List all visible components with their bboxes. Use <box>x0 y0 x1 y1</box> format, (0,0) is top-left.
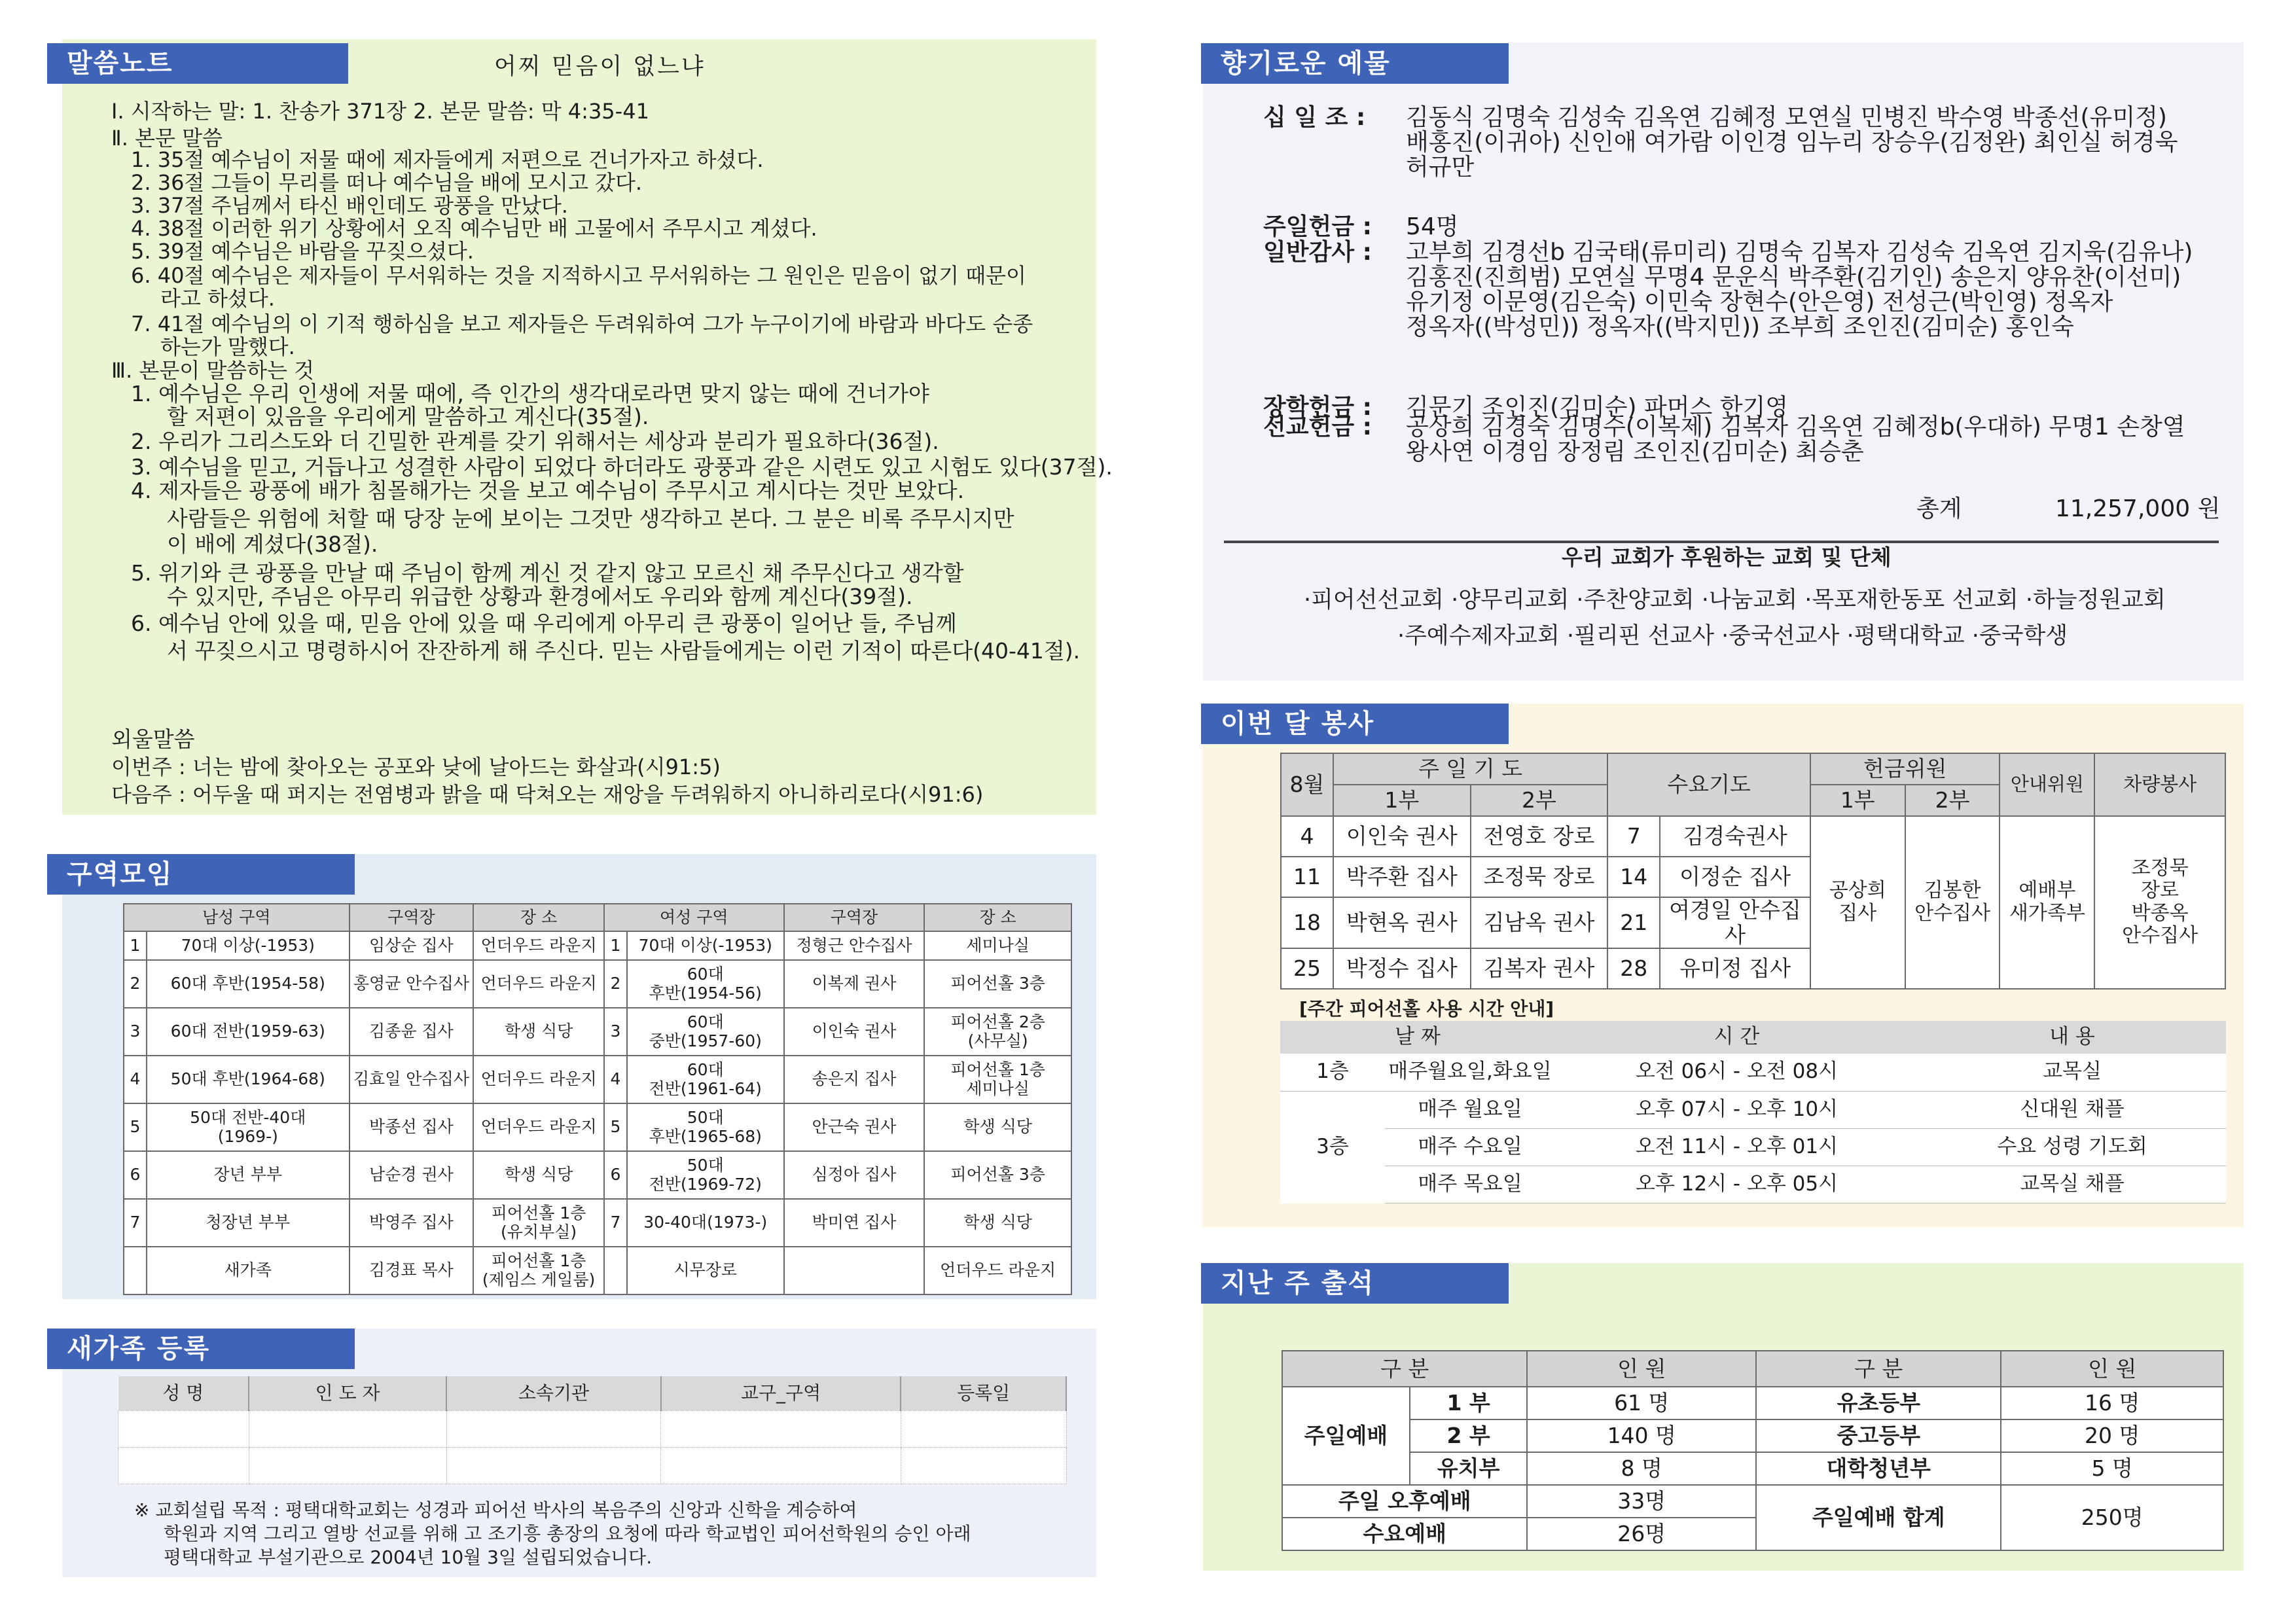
table-cell: 5 <box>124 1103 147 1151</box>
table-cell <box>604 1247 627 1294</box>
district-col-header: 구역장 <box>784 904 925 931</box>
hall-col-header: 내 용 <box>1918 1021 2226 1054</box>
memory-verse-this-week: 이번주 : 너는 밤에 찾아오는 공포와 낮에 날아드는 화살과(시91:5) <box>111 755 721 779</box>
table-cell: 학생 식당 <box>473 1151 604 1199</box>
sermon-line: 6. 예수님 안에 있을 때, 믿음 안에 있을 때 우리에게 아무리 큰 광풍이 일어난 들, 주님께 <box>131 611 957 636</box>
hall-col-header: 날 짜 <box>1280 1021 1555 1054</box>
table-cell: 60대 후반(1954-56) <box>627 960 784 1008</box>
sermon-line: 4. 제자들은 광풍에 배가 침몰해가는 것을 보고 예수님이 주무시고 계시다는 것만 보았다. <box>131 478 965 503</box>
table-cell: 매주 목요일 <box>1385 1166 1555 1203</box>
newfamily-col-header: 인 도 자 <box>249 1376 446 1410</box>
offering-label: 십 일 조 : <box>1263 104 1366 131</box>
table-cell: 4 <box>604 1056 627 1103</box>
offering-names: 허규만 <box>1406 154 1475 181</box>
sermon-line: 1. 35절 예수님이 저물 때에 제자들에게 저편으로 건너가자고 하셨다. <box>131 147 764 172</box>
table-cell: 언더우드 라운지 <box>473 931 604 960</box>
table-row <box>124 1199 1071 1247</box>
table-cell: 매주 수요일 <box>1385 1128 1555 1166</box>
newfamily-table <box>118 1376 1067 1484</box>
table-cell: 학생 식당 <box>924 1103 1071 1151</box>
table-cell: 3 <box>604 1008 627 1056</box>
total-value: 250명 <box>2001 1485 2223 1550</box>
table-cell: 전영호 장로 <box>1471 816 1608 857</box>
table-cell: 7 <box>124 1199 147 1247</box>
table-cell: 오전 06시 - 오전 08시 <box>1555 1054 1918 1091</box>
part-header: 2부 <box>1905 785 2000 816</box>
table-cell: 수요 성령 기도회 <box>1918 1128 2226 1166</box>
table-cell: 이인숙 권사 <box>1333 816 1471 857</box>
note-line: 평택대학교 부설기관으로 2004년 10월 3일 설립되었습니다. <box>164 1546 653 1568</box>
note-line: 학원과 지역 그리고 열방 선교를 위해 고 조기흥 총장의 요청에 따라 학교법인 피어선학원의 승인 아래 <box>164 1523 971 1544</box>
table-cell: 5 명 <box>2001 1452 2223 1485</box>
table-cell: 60대 전반(1961-64) <box>627 1056 784 1103</box>
part-header: 2부 <box>1471 785 1608 816</box>
supported-churches-title: 우리 교회가 후원하는 교회 및 단체 <box>1562 544 1892 570</box>
table-cell: 50대 후반(1964-68) <box>147 1056 350 1103</box>
sermon-line: 수 있지만, 주님은 아무리 위급한 상황과 환경에서도 우리와 함께 계신다(39절). <box>167 584 913 609</box>
table-row <box>1282 1419 2223 1452</box>
table-cell: 언더우드 라운지 <box>473 1103 604 1151</box>
table-cell: 피어선홀 1층 세미나실 <box>924 1056 1071 1103</box>
sermon-line: 1. 예수님은 우리 인생에 저물 때에, 즉 인간의 생각대로라면 맞지 않는 때에 건너가야 <box>131 381 929 406</box>
money1-cell: 공상희 집사 <box>1810 816 1905 989</box>
table-cell: 언더우드 라운지 <box>473 1056 604 1103</box>
offering-names: 배홍진(이귀아) 신인애 여가람 이인경 임누리 장승우(김정완) 최인실 허경욱 <box>1406 129 2178 156</box>
table-cell: 대학청년부 <box>1756 1452 2001 1485</box>
table-cell: 26명 <box>1527 1518 1756 1550</box>
sermon-line: 3. 37절 주님께서 타신 배인데도 광풍을 만났다. <box>131 193 568 218</box>
table-cell: 60대 후반(1954-58) <box>147 960 350 1008</box>
table-cell: 유미정 집사 <box>1660 948 1810 989</box>
table-cell: 28 <box>1607 948 1660 989</box>
wednesday-service-label: 수요예배 <box>1282 1518 1527 1550</box>
offering-label: 선교헌금 : <box>1263 414 1372 440</box>
table-cell: 박주환 집사 <box>1333 857 1471 897</box>
attendance-col-header: 구 분 <box>1282 1351 1527 1387</box>
service-table <box>1280 753 2226 990</box>
table-cell: 2 <box>604 960 627 1008</box>
table-row <box>124 1151 1071 1199</box>
vehicle-service-header: 차량봉사 <box>2094 753 2225 816</box>
car-cell: 조정묵 장로 박종옥 안수집사 <box>2094 816 2225 989</box>
table-cell: 25 <box>1281 948 1333 989</box>
table-cell: 피어선홀 1층 (제임스 게일룸) <box>473 1247 604 1294</box>
sermon-line: 5. 39절 예수님은 바람을 꾸짖으셨다. <box>131 239 474 264</box>
table-cell: 7 <box>1607 816 1660 857</box>
supported-churches-line-1: ·피어선선교회 ·양무리교회 ·주찬양교회 ·나눔교회 ·목포재한동포 선교회 ·하늘정원교회 <box>1304 587 2166 613</box>
sermon-line: 하는가 말했다. <box>160 334 295 359</box>
table-cell: 박정수 집사 <box>1333 948 1471 989</box>
table-row <box>118 1410 1067 1447</box>
table-cell: 조정묵 장로 <box>1471 857 1608 897</box>
sermon-line: 2. 우리가 그리스도와 더 긴밀한 관계를 갖기 위해서는 세상과 분리가 필요하다(36절). <box>131 429 939 454</box>
newfamily-empty-cell <box>249 1410 446 1447</box>
table-cell: 오후 12시 - 오후 05시 <box>1555 1166 1918 1203</box>
table-cell: 21 <box>1607 897 1660 948</box>
supported-churches-line-2: ·주예수제자교회 ·필리핀 선교사 ·중국선교사 ·평택대학교 ·중국학생 <box>1397 623 2068 649</box>
offering-names: 공상희 김경숙 김명수(이복제) 김복자 김옥연 김혜정b(우대하) 무명1 손창열 <box>1406 414 2185 440</box>
table-cell: 1 <box>604 931 627 960</box>
offering-divider <box>1224 541 2219 543</box>
offering-total-value: 11,257,000 원 <box>2055 495 2221 522</box>
offering-header: 향기로운 예물 <box>1201 43 1509 84</box>
service-header: 이번 달 봉사 <box>1201 704 1509 744</box>
sermon-line: Ⅰ. 시작하는 말: 1. 찬송가 371장 2. 본문 말씀: 막 4:35-41 <box>111 99 649 124</box>
offering-label: 장학헌금 : <box>1263 394 1372 421</box>
table-cell: 2 부 <box>1410 1419 1528 1452</box>
table-cell: 새가족 <box>147 1247 350 1294</box>
offering-names: 고부희 김경선b 김국태(류미리) 김명숙 김복자 김성숙 김옥연 김지욱(김유나) <box>1406 239 2193 266</box>
table-cell: 매주월요일,화요일 <box>1385 1054 1555 1091</box>
table-cell: 이복제 권사 <box>784 960 925 1008</box>
table-cell: 임상순 집사 <box>350 931 474 960</box>
newfamily-empty-cell <box>661 1447 901 1484</box>
table-cell: 김종윤 집사 <box>350 1008 474 1056</box>
table-cell: 5 <box>604 1103 627 1151</box>
table-cell: 피어선홀 2층 (사무실) <box>924 1008 1071 1056</box>
table-cell: 1 부 <box>1410 1387 1528 1419</box>
table-row <box>1282 1387 2223 1419</box>
table-cell: 33명 <box>1527 1485 1756 1518</box>
table-cell: 장년 부부 <box>147 1151 350 1199</box>
table-cell: 2 <box>124 960 147 1008</box>
newfamily-col-header: 등록일 <box>901 1376 1066 1410</box>
table-cell: 유초등부 <box>1756 1387 2001 1419</box>
table-cell: 이인숙 권사 <box>784 1008 925 1056</box>
offering-committee-header: 헌금위원 <box>1810 753 2000 785</box>
note-line: ※ 교회설립 목적 : 평택대학교회는 성경과 피어선 박사의 복음주의 신앙과 신학을 계승하여 <box>134 1499 857 1521</box>
newfamily-header: 새가족 등록 <box>47 1329 355 1369</box>
sermon-line: 사람들은 위험에 처할 때 당장 눈에 보이는 그것만 생각하고 본다. 그 분은 비록 주무시지만 <box>167 506 1014 531</box>
table-cell: 박현옥 권사 <box>1333 897 1471 948</box>
table-row <box>124 1056 1071 1103</box>
memory-verse-title: 외울말씀 <box>111 726 195 752</box>
table-row <box>124 931 1071 960</box>
table-cell: 피어선홀 3층 <box>924 960 1071 1008</box>
table-cell: 6 <box>604 1151 627 1199</box>
table-cell: 박미연 집사 <box>784 1199 925 1247</box>
newfamily-empty-cell <box>901 1410 1066 1447</box>
table-cell: 16 명 <box>2001 1387 2223 1419</box>
district-col-header: 남성 구역 <box>124 904 350 931</box>
table-cell: 남순경 권사 <box>350 1151 474 1199</box>
district-col-header: 구역장 <box>350 904 474 931</box>
table-cell: 오전 11시 - 오후 01시 <box>1555 1128 1918 1166</box>
usher-header: 안내위원 <box>2000 753 2094 816</box>
table-cell: 1 <box>124 931 147 960</box>
table-cell: 홍영균 안수집사 <box>350 960 474 1008</box>
district-header: 구역모임 <box>47 854 355 895</box>
table-row <box>1280 1091 2226 1128</box>
table-cell: 송은지 집사 <box>784 1056 925 1103</box>
district-col-header: 장 소 <box>924 904 1071 931</box>
table-row <box>1282 1452 2223 1485</box>
usher-cell: 예배부 새가족부 <box>2000 816 2094 989</box>
table-cell: 정형근 안수집사 <box>784 931 925 960</box>
sermon-line: 5. 위기와 큰 광풍을 만날 때 주님이 함께 계신 것 같지 않고 모르신 채 주무신다고 생각할 <box>131 560 964 586</box>
table-cell: 심정아 집사 <box>784 1151 925 1199</box>
table-cell: 60대 전반(1959-63) <box>147 1008 350 1056</box>
district-col-header: 장 소 <box>473 904 604 931</box>
table-cell: 11 <box>1281 857 1333 897</box>
table-cell: 매주 월요일 <box>1385 1091 1555 1128</box>
sermon-line: 이 배에 계셨다(38절). <box>167 531 378 557</box>
table-cell: 여경일 안수집사 <box>1660 897 1810 948</box>
offering-names: 김홍진(진희범) 모연실 무명4 문운식 박주환(김기인) 송은지 양유찬(이선미) <box>1406 264 2181 291</box>
month-header: 8월 <box>1281 753 1333 816</box>
table-cell: 50대 전반-40대 (1969-) <box>147 1103 350 1151</box>
table-cell: 50대 후반(1965-68) <box>627 1103 784 1151</box>
table-cell: 6 <box>124 1151 147 1199</box>
table-cell: 학생 식당 <box>924 1199 1071 1247</box>
sermon-line: 3. 예수님을 믿고, 거듭나고 성결한 사람이 되었다 하더라도 광풍과 같은 시련도 있고 시험도 있다(37절). <box>131 454 1113 480</box>
newfamily-empty-cell <box>118 1410 249 1447</box>
floor-cell: 1층 <box>1280 1054 1385 1091</box>
table-cell: 박종선 집사 <box>350 1103 474 1151</box>
newfamily-empty-cell <box>446 1410 661 1447</box>
table-cell: 61 명 <box>1527 1387 1756 1419</box>
offering-names: 유기정 이문영(김은숙) 이민숙 장현수(안은영) 전성근(박인영) 정옥자 <box>1406 289 2113 315</box>
table-cell: 시무장로 <box>627 1247 784 1294</box>
attendance-col-header: 인 원 <box>2001 1351 2223 1387</box>
attendance-col-header: 구 분 <box>1756 1351 2001 1387</box>
newfamily-empty-cell <box>661 1410 901 1447</box>
table-cell: 7 <box>604 1199 627 1247</box>
hall-schedule-table <box>1280 1021 2226 1204</box>
table-cell: 피어선홀 3층 <box>924 1151 1071 1199</box>
table-row <box>1280 1166 2226 1203</box>
table-cell: 세미나실 <box>924 931 1071 960</box>
newfamily-col-header: 소속기관 <box>446 1376 661 1410</box>
district-col-header: 여성 구역 <box>604 904 784 931</box>
hall-schedule-title: [주간 피어선홀 사용 시간 안내] <box>1299 998 1554 1020</box>
table-cell: 140 명 <box>1527 1419 1756 1452</box>
table-cell: 30-40대(1973-) <box>627 1199 784 1247</box>
offering-names: 김문기 조인진(김미순) 파머스 한기영 <box>1406 394 1789 421</box>
table-cell: 청장년 부부 <box>147 1199 350 1247</box>
sermon-line: 2. 36절 그들이 무리를 떠나 예수님을 배에 모시고 갔다. <box>131 170 643 195</box>
table-cell: 60대 중반(1957-60) <box>627 1008 784 1056</box>
part-header: 1부 <box>1333 785 1471 816</box>
table-row <box>1280 1054 2226 1091</box>
offering-label: 일반감사 : <box>1263 239 1372 266</box>
table-cell: 김효일 안수집사 <box>350 1056 474 1103</box>
offering-names: 54명 <box>1406 213 1459 240</box>
newfamily-empty-cell <box>118 1447 249 1484</box>
sermon-title: 어찌 믿음이 없느냐 <box>494 54 706 80</box>
offering-total-label: 총계 <box>1916 495 1962 522</box>
table-cell: 중고등부 <box>1756 1419 2001 1452</box>
sermon-line: 6. 40절 예수님은 제자들이 무서워하는 것을 지적하시고 무서워하는 그 원인은 믿음이 없기 때문이 <box>131 263 1026 288</box>
sunday-prayer-header: 주 일 기 도 <box>1333 753 1607 785</box>
table-cell: 언더우드 라운지 <box>473 960 604 1008</box>
table-cell: 김경표 목사 <box>350 1247 474 1294</box>
attendance-header: 지난 주 출석 <box>1201 1263 1509 1304</box>
sermon-line: 4. 38절 이러한 위기 상황에서 오직 예수님만 배 고물에서 주무시고 계셨다. <box>131 216 817 241</box>
money2-cell: 김봉한 안수집사 <box>1905 816 2000 989</box>
table-cell: 14 <box>1607 857 1660 897</box>
table-cell: 안근숙 권사 <box>784 1103 925 1151</box>
attendance-col-header: 인 원 <box>1527 1351 1756 1387</box>
table-cell: 박영주 집사 <box>350 1199 474 1247</box>
district-table <box>123 903 1072 1295</box>
newfamily-col-header: 성 명 <box>118 1376 249 1410</box>
table-cell: 50대 전반(1969-72) <box>627 1151 784 1199</box>
wednesday-prayer-header: 수요기도 <box>1607 753 1810 816</box>
table-cell: 언더우드 라운지 <box>924 1247 1071 1294</box>
total-label: 주일예배 합계 <box>1756 1485 2001 1550</box>
sermon-line: 할 저편이 있음을 우리에게 말씀하고 계신다(35절). <box>167 404 649 429</box>
offering-names: 김동식 김명숙 김성숙 김옥연 김혜정 모연실 민병진 박수영 박종선(유미정) <box>1406 104 2167 131</box>
floor-cell: 3층 <box>1316 1134 1349 1158</box>
table-cell: 교목실 채플 <box>1918 1166 2226 1203</box>
table-row <box>124 1247 1071 1294</box>
table-cell: 김남옥 권사 <box>1471 897 1608 948</box>
table-row <box>124 1103 1071 1151</box>
table-cell: 20 명 <box>2001 1419 2223 1452</box>
table-cell: 이정순 집사 <box>1660 857 1810 897</box>
table-cell <box>784 1247 925 1294</box>
afternoon-service-label: 주일 오후예배 <box>1282 1485 1527 1518</box>
sermon-line: Ⅲ. 본문이 말씀하는 것 <box>111 358 315 383</box>
table-cell: 교목실 <box>1918 1054 2226 1091</box>
table-cell: 유치부 <box>1410 1452 1528 1485</box>
offering-label: 주일헌금 : <box>1263 213 1372 240</box>
table-cell: 4 <box>1281 816 1333 857</box>
newfamily-empty-cell <box>901 1447 1066 1484</box>
table-cell: 70대 이상(-1953) <box>147 931 350 960</box>
table-cell: 8 명 <box>1527 1452 1756 1485</box>
table-cell: 18 <box>1281 897 1333 948</box>
table-cell: 3 <box>124 1008 147 1056</box>
table-row <box>118 1447 1067 1484</box>
memory-verse-next-week: 다음주 : 어두울 때 퍼지는 전염병과 밝을 때 닥쳐오는 재앙을 두려워하지 아니하리로다(시91:6) <box>111 782 984 807</box>
offering-names: 왕사연 이경임 장정림 조인진(김미순) 최승춘 <box>1406 438 1864 465</box>
table-cell: 오후 07시 - 오후 10시 <box>1555 1091 1918 1128</box>
sermon-line: Ⅱ. 본문 말씀 <box>111 126 223 151</box>
hall-col-header: 시 간 <box>1555 1021 1918 1054</box>
table-cell: 4 <box>124 1056 147 1103</box>
newfamily-empty-cell <box>446 1447 661 1484</box>
table-cell: 피어선홀 1층 (유치부실) <box>473 1199 604 1247</box>
sermon-line: 7. 41절 예수님의 이 기적 행하심을 보고 제자들은 두려워하여 그가 누구이기에 바람과 바다도 순종 <box>131 312 1033 336</box>
table-cell: 김경숙권사 <box>1660 816 1810 857</box>
table-row <box>124 960 1071 1008</box>
part-header: 1부 <box>1810 785 1905 816</box>
table-row <box>124 1008 1071 1056</box>
sunday-service-label: 주일예배 <box>1282 1387 1410 1485</box>
table-cell: 신대원 채플 <box>1918 1091 2226 1128</box>
sermon-line: 서 꾸짖으시고 명령하시어 잔잔하게 해 주신다. 믿는 사람들에게는 이런 기적이 따른다(40-41절). <box>167 638 1081 664</box>
newfamily-col-header: 교구_구역 <box>661 1376 901 1410</box>
sermon-line: 라고 하셨다. <box>160 286 275 311</box>
attendance-table <box>1282 1350 2224 1551</box>
sermon-header: 말씀노트 <box>47 43 348 84</box>
table-row <box>1280 1128 2226 1166</box>
table-cell: 학생 식당 <box>473 1008 604 1056</box>
table-cell: 70대 이상(-1953) <box>627 931 784 960</box>
table-cell: 김복자 권사 <box>1471 948 1608 989</box>
table-cell <box>124 1247 147 1294</box>
newfamily-empty-cell <box>249 1447 446 1484</box>
table-row <box>1281 816 2225 857</box>
offering-names: 정옥자((박성민)) 정옥자((박지민)) 조부희 조인진(김미순) 홍인숙 <box>1406 313 2074 340</box>
